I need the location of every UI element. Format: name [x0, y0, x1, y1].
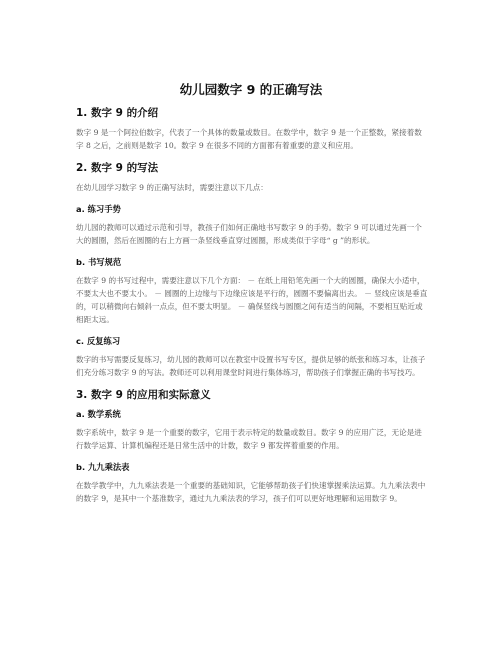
section-introduction: [76, 106, 428, 152]
paragraph: 数字系统中，数字 9 是一个重要的数字，它用于表示特定的数量或数目。数字 9 的应用广泛，无论是进行数学运算、计算机编程还是日常生活中的计数，数字 9 都发挥着重要的作用。: [76, 428, 422, 450]
subsection-heading: a. 数学系统: [76, 409, 121, 419]
paragraph: 在数字 9 的书写过程中，需要注意以下几个方面： － 在纸上用铅笔先画一个大的圆圈，确保大小适中，不要太大也不要太小。 － 圆圈的上边缘与下边缘应该是平行的，圆圈不要偏离出去。 － 竖线应该是垂直的，可以稍微向右倾斜一点点，但不要太明显。 － 确保竖线与圆圈之间有适当的间隔，不要相互贴近或相距太远。: [76, 276, 428, 324]
document-body: [76, 106, 428, 514]
page-title: 幼儿园数字 9 的正确写法: [179, 82, 323, 97]
section-heading: 1. 数字 9 的介绍: [76, 107, 159, 119]
subsection-heading: a. 练习手势: [76, 204, 121, 214]
section-writing-method: [76, 161, 428, 379]
paragraph: 数字的书写需要反复练习，幼儿园的教师可以在教室中设置书写专区，提供足够的纸张和练习本，让孩子们充分练习数字 9 的写法。教师还可以利用课堂时间进行集体练习，帮助孩子们掌握正确的书写技巧。: [76, 355, 426, 377]
paragraph: 在幼儿园学习数字 9 的正确写法时，需要注意以下几点：: [76, 183, 268, 192]
subsection-heading: b. 九九乘法表: [76, 462, 130, 472]
section-heading: 3. 数字 9 的应用和实际意义: [76, 389, 211, 401]
paragraph: 幼儿园的教师可以通过示范和引导，教孩子们如何正确地书写数字 9 的手势。数字 9 可以通过先画一个大的圆圈，然后在圆圈的右上方画一条竖线垂直穿过圆圈，形成类似于字母“ g ”的形状。: [76, 223, 422, 245]
section-heading: 2. 数字 9 的写法: [76, 162, 159, 174]
paragraph: 数字 9 是一个阿拉伯数字，代表了一个具体的数量或数目。在数学中，数字 9 是一个正整数，紧接着数字 8 之后，之前则是数字 10。数字 9 在很多不同的方面都有着重要的意义和应用。: [76, 128, 422, 150]
paragraph: 在数学教学中，九九乘法表是一个重要的基础知识，它能够帮助孩子们快速掌握乘法运算。九九乘法表中的数字 9，是其中一个基准数字，通过九九乘法表的学习，孩子们可以更好地理解和运用数字 9。: [76, 481, 426, 503]
subsection-heading: c. 反复练习: [76, 336, 121, 346]
subsection-heading: b. 书写规范: [76, 257, 122, 267]
section-applications: [76, 388, 428, 505]
